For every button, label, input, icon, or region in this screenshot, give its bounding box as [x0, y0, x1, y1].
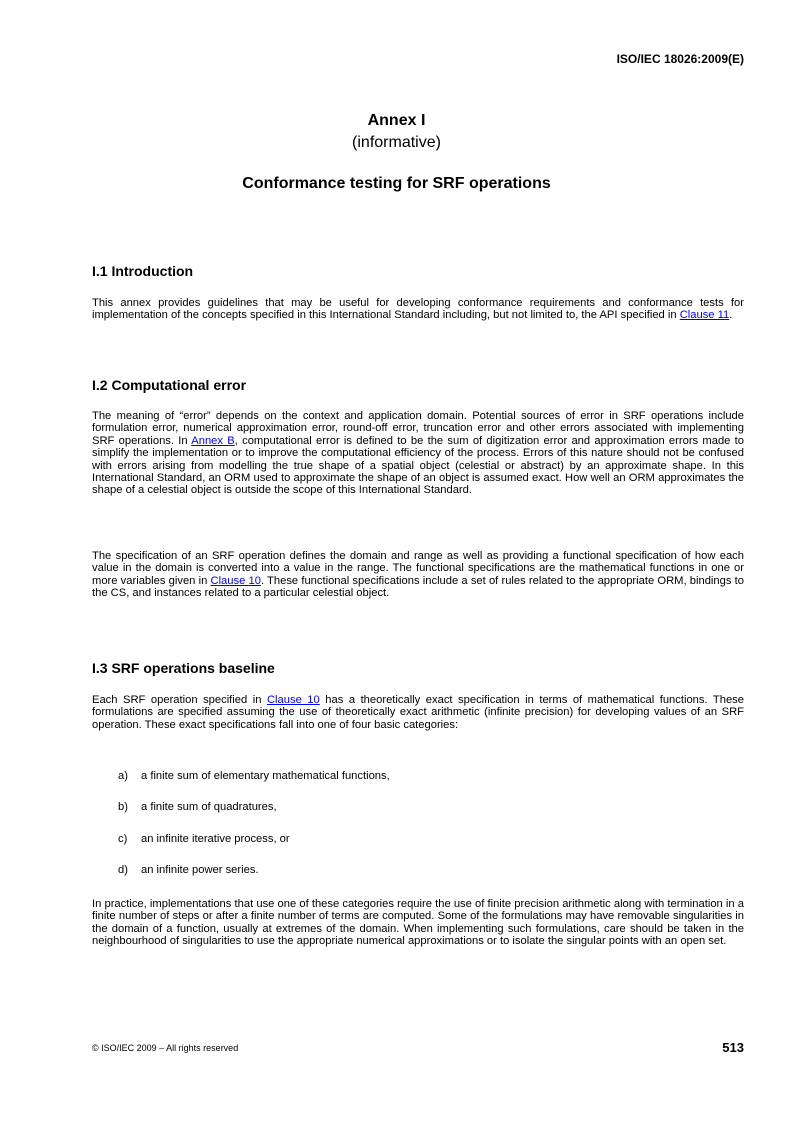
clause-11-link[interactable]: Clause 11	[679, 309, 730, 322]
annex-subtitle: (informative)	[352, 134, 441, 151]
text-span: .	[729, 309, 733, 322]
list-text: an infinite power series.	[141, 864, 259, 876]
clause-10-link[interactable]: Clause 10	[266, 694, 320, 706]
baseline-paragraph-1	[92, 694, 744, 731]
list-text: a finite sum of elementary mathematical functions,	[141, 770, 390, 782]
baseline-paragraph-2: In practice, implementations that use one of these categories require the use of finite precision arithmetic along with termination in a finite number of steps or after a finite number of terms are computed. Some of the formulations may have removable singularities in the domain of a function, usually at extremes of the domain. When implementing such formulations, care should be taken in the neighbourhood of singularities to use the appropriate numerical approximations or to isolate the singular points with an open set.	[92, 898, 744, 948]
section-heading-introduction: I.1 Introduction	[92, 263, 194, 279]
list-item	[118, 801, 277, 813]
list-text: an infinite iterative process, or	[141, 833, 290, 845]
list-text: a finite sum of quadratures,	[141, 801, 277, 813]
section-heading-srf-operations-baseline: I.3 SRF operations baseline	[92, 660, 275, 676]
footer-copyright: © ISO/IEC 2009 – All rights reserved	[92, 1043, 239, 1053]
section-heading-computational-error: I.2 Computational error	[92, 377, 247, 393]
list-marker: d)	[118, 864, 128, 876]
page-number: 513	[722, 1040, 744, 1055]
annex-heading: Conformance testing for SRF operations	[242, 175, 551, 192]
computational-error-paragraph-1	[92, 410, 744, 497]
clause-10-link[interactable]: Clause 10	[210, 574, 261, 587]
text-span: Each SRF operation specified in	[92, 694, 267, 706]
text-span: The meaning of “error” depends on the context and application domain. Potential sources of error in SRF operations include formulation error, numerical approximation error, round-off error, truncation error and other errors associated with implementing SRF operations. In	[92, 410, 744, 447]
annex-b-link[interactable]: Annex B	[191, 434, 235, 447]
text-span: has a theoretically exact specification in terms of mathematical functions. These formulations are specified assuming the use of theoretically exact arithmetic (infinite precision) for developing values of an SRF operation. These exact specifications fall into one of four basic categories:	[92, 694, 744, 731]
text-span: The specification of an SRF operation defines the domain and range as well as providing a functional specification of how each value in the domain is converted into a value in the range. The functional specifications are the mathematical functions in one or more variables given in	[92, 550, 744, 587]
annex-title: Annex I	[367, 112, 426, 129]
list-item	[118, 864, 259, 876]
text-span: , computational error is defined to be the sum of digitization error and approximation errors made to simplify the implementation or to improve the computational efficiency of the process. Errors of this nature should not be confused with errors arising from modelling the true shape of a spatial object (celestial or abstract) by an approximate shape. In this International Standard, an ORM used to approximate the shape of an object is assumed exact. How well an ORM approximates the shape of a celestial object is outside the scope of this International Standard.	[92, 434, 745, 497]
text-span: This annex provides guidelines that may be useful for developing conformance requirements and conformance tests for implementation of the concepts specified in this International Standard including, but not limited to, the API specified in	[92, 297, 744, 322]
introduction-paragraph	[92, 297, 744, 322]
text-span: . These functional specifications include a set of rules related to the appropriate ORM, bindings to the CS, and instances related to a particular celestial object.	[92, 574, 744, 600]
list-item	[118, 833, 290, 845]
list-item	[118, 770, 390, 782]
list-marker: a)	[118, 770, 128, 782]
list-marker: b)	[118, 801, 128, 813]
document-id: ISO/IEC 18026:2009(E)	[616, 52, 744, 66]
computational-error-paragraph-2	[92, 550, 744, 600]
list-marker: c)	[118, 833, 128, 845]
